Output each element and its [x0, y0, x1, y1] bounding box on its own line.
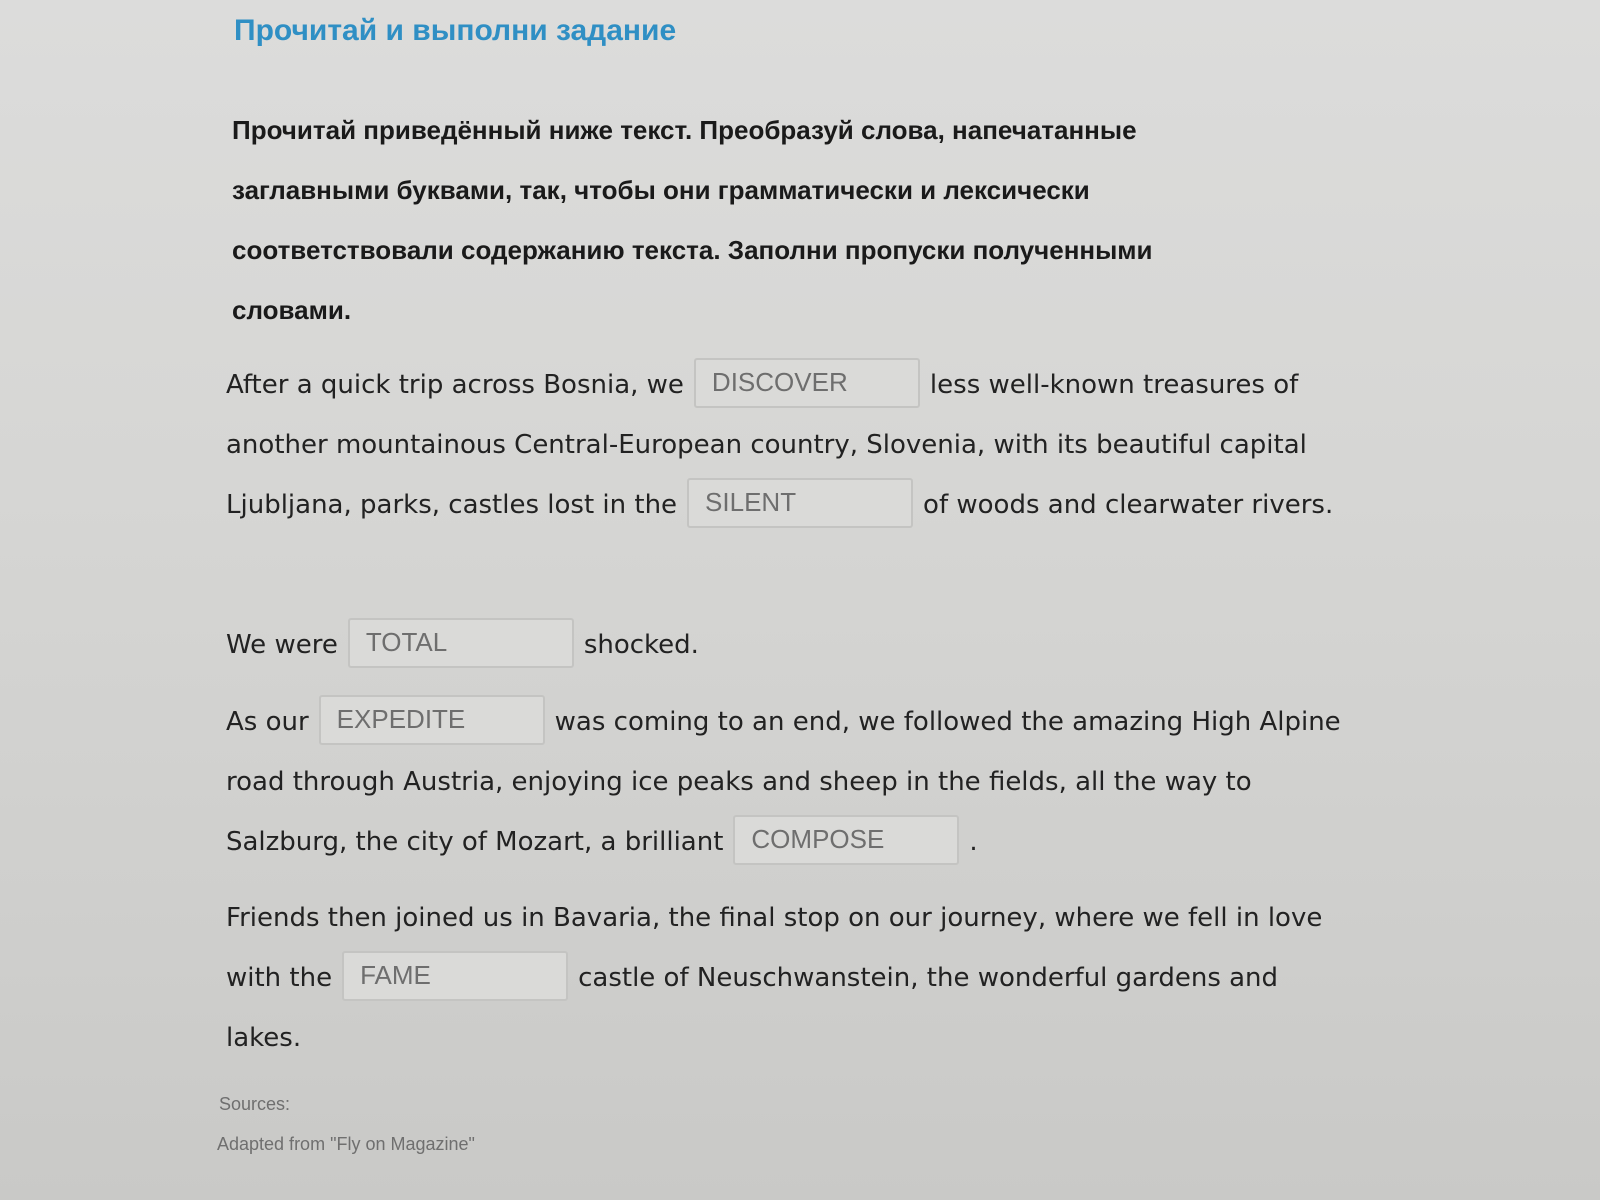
gap-expedite[interactable] — [319, 695, 545, 745]
gap-compose[interactable] — [733, 815, 959, 865]
gap-fame[interactable] — [342, 951, 568, 1001]
passage-text: We were — [226, 630, 338, 660]
passage-text: As our — [226, 707, 309, 737]
gap-silent[interactable] — [687, 478, 913, 528]
answer-input-discover[interactable] — [696, 360, 918, 406]
page-title: Прочитай и выполни задание — [234, 14, 677, 47]
passage-text: After a quick trip across Bosnia, we — [226, 370, 684, 400]
sources-label: Sources: — [219, 1094, 291, 1114]
gap-total[interactable] — [348, 618, 574, 668]
answer-input-fame[interactable] — [344, 953, 566, 999]
passage-text: less well-known treasures of another mountainous Central-European country, Slovenia, with its beautiful capital Ljubljana, parks, castles lost in the — [226, 370, 1307, 520]
sources-citation: Adapted from "Fly on Magazine" — [217, 1134, 475, 1154]
passage-text: was coming to an end, we followed the amazing High Alpine road through Austria, enjoying ice peaks and sheep in the fields, all the way to Salzburg, the city of Mozart, a brilliant — [226, 707, 1341, 857]
answer-input-silent[interactable] — [689, 480, 911, 526]
passage-text: . — [969, 827, 978, 857]
gap-discover[interactable] — [694, 358, 920, 408]
answer-input-compose[interactable] — [735, 817, 957, 863]
answer-input-total[interactable] — [350, 620, 572, 666]
passage-paragraph-2 — [226, 615, 1346, 675]
passage-text: Friends then joined us in Bavaria, the final stop on our journey, where we fell in love with the — [226, 903, 1323, 993]
task-instruction: Прочитай приведённый ниже текст. Преобразуй слова, напечатанные заглавными буквами, так, чтобы они грамматически и лексически соответствовали содержанию текста. Заполни пропуски полученными словами. — [232, 115, 1153, 325]
passage-text: of woods and clearwater rivers. — [923, 490, 1334, 520]
passage-paragraph-3 — [226, 692, 1346, 872]
passage-paragraph-1 — [226, 355, 1346, 535]
answer-input-expedite[interactable] — [321, 697, 543, 743]
passage-text: shocked. — [583, 630, 699, 660]
passage-paragraph-4 — [226, 888, 1346, 1068]
passage-text: castle of Neuschwanstein, the wonderful gardens and lakes. — [226, 963, 1279, 1053]
